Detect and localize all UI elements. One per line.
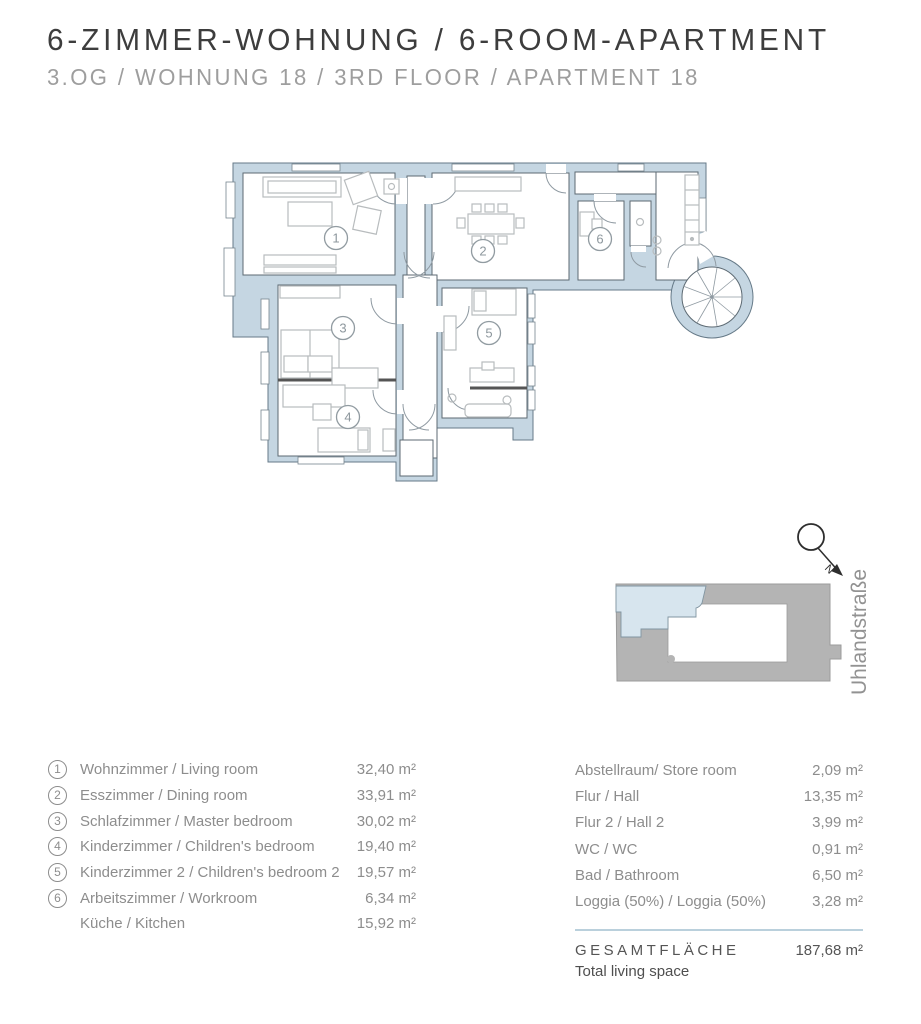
room-area: 32,40 m² (356, 761, 416, 779)
svg-text:3: 3 (339, 320, 347, 336)
legend-row (48, 834, 416, 860)
legend-row (575, 757, 863, 783)
room-area: 19,40 m² (356, 838, 416, 856)
svg-text:5: 5 (485, 325, 493, 341)
legend-row (48, 860, 416, 886)
room-label: WC / WC (575, 840, 638, 858)
room-number-4 (337, 406, 360, 429)
hall-top (407, 176, 425, 280)
room-area: 6,50 m² (812, 866, 863, 884)
room-number-badge: 5 (48, 863, 67, 882)
room-label: Esszimmer / Dining room (80, 787, 248, 805)
room-area: 6,34 m² (365, 889, 416, 907)
legend-row (48, 911, 416, 937)
room-number-badge: 6 (48, 889, 67, 908)
legend-right-column (575, 757, 863, 915)
room-area: 15,92 m² (356, 915, 416, 933)
room-label: Wohnzimmer / Living room (80, 761, 259, 779)
room-area: 19,57 m² (356, 864, 416, 882)
site-plan (598, 510, 890, 696)
legend-row (48, 757, 416, 783)
room-label: Flur 2 / Hall 2 (575, 814, 665, 832)
room-number-badge: 1 (48, 760, 67, 779)
legend-row (575, 810, 863, 836)
room-area: 13,35 m² (803, 787, 863, 805)
north-arrow (798, 524, 843, 577)
spiral-staircase (682, 267, 742, 327)
room-label: Loggia (50%) / Loggia (50%) (575, 893, 766, 911)
north-label: N (822, 562, 837, 577)
room-area: 3,28 m² (812, 893, 863, 911)
room-area: 0,91 m² (812, 840, 863, 858)
room-number-badge: 3 (48, 812, 67, 831)
room-number-3 (332, 317, 355, 340)
legend-row (48, 885, 416, 911)
room-label: Kinderzimmer 2 / Children's bedroom 2 (80, 864, 340, 882)
room-number-6 (589, 228, 612, 251)
legend-row (48, 808, 416, 834)
room-number-2 (472, 240, 495, 263)
room-label: Schlafzimmer / Master bedroom (80, 812, 293, 830)
hall-bottom (400, 440, 433, 476)
room-number-1 (325, 227, 348, 250)
room-label: Kinderzimmer / Children's bedroom (80, 838, 315, 856)
legend-row (575, 783, 863, 809)
room-area: 33,91 m² (356, 787, 416, 805)
page-title: 6-ZIMMER-WOHNUNG / 6-ROOM-APARTMENT (47, 22, 831, 57)
room-area: 30,02 m² (356, 812, 416, 830)
floor-plan (222, 155, 755, 495)
svg-text:4: 4 (344, 409, 352, 425)
room-wc (630, 201, 651, 246)
room-label: Arbeitszimmer / Workroom (80, 889, 258, 907)
svg-text:1: 1 (332, 230, 340, 246)
hall-main (403, 275, 437, 458)
street-label: Uhlandstraße (848, 568, 871, 696)
room-label: Bad / Bathroom (575, 866, 680, 884)
legend-row (575, 888, 863, 914)
total-label-de: GESAMTFLÄCHE (575, 942, 740, 959)
room-label: Küche / Kitchen (80, 915, 186, 933)
total-label-en: Total living space (575, 963, 690, 980)
room-label: Abstellraum/ Store room (575, 761, 737, 779)
total-area-value: 187,68 m² (795, 942, 863, 959)
legend-row (48, 783, 416, 809)
building-footprint (616, 584, 841, 681)
total-area-block (575, 929, 863, 980)
room-number-badge: 2 (48, 786, 67, 805)
room-number-5 (478, 322, 501, 345)
room-area: 2,09 m² (812, 761, 863, 779)
room-number-badge: 4 (48, 837, 67, 856)
legend-left-column (48, 757, 416, 937)
legend-row (575, 836, 863, 862)
svg-text:6: 6 (596, 231, 604, 247)
legend-row (575, 862, 863, 888)
svg-text:2: 2 (479, 243, 487, 259)
room-area: 3,99 m² (812, 814, 863, 832)
page-subtitle: 3.OG / WOHNUNG 18 / 3RD FLOOR / APARTMENT 18 (47, 64, 700, 90)
room-label: Flur / Hall (575, 787, 640, 805)
